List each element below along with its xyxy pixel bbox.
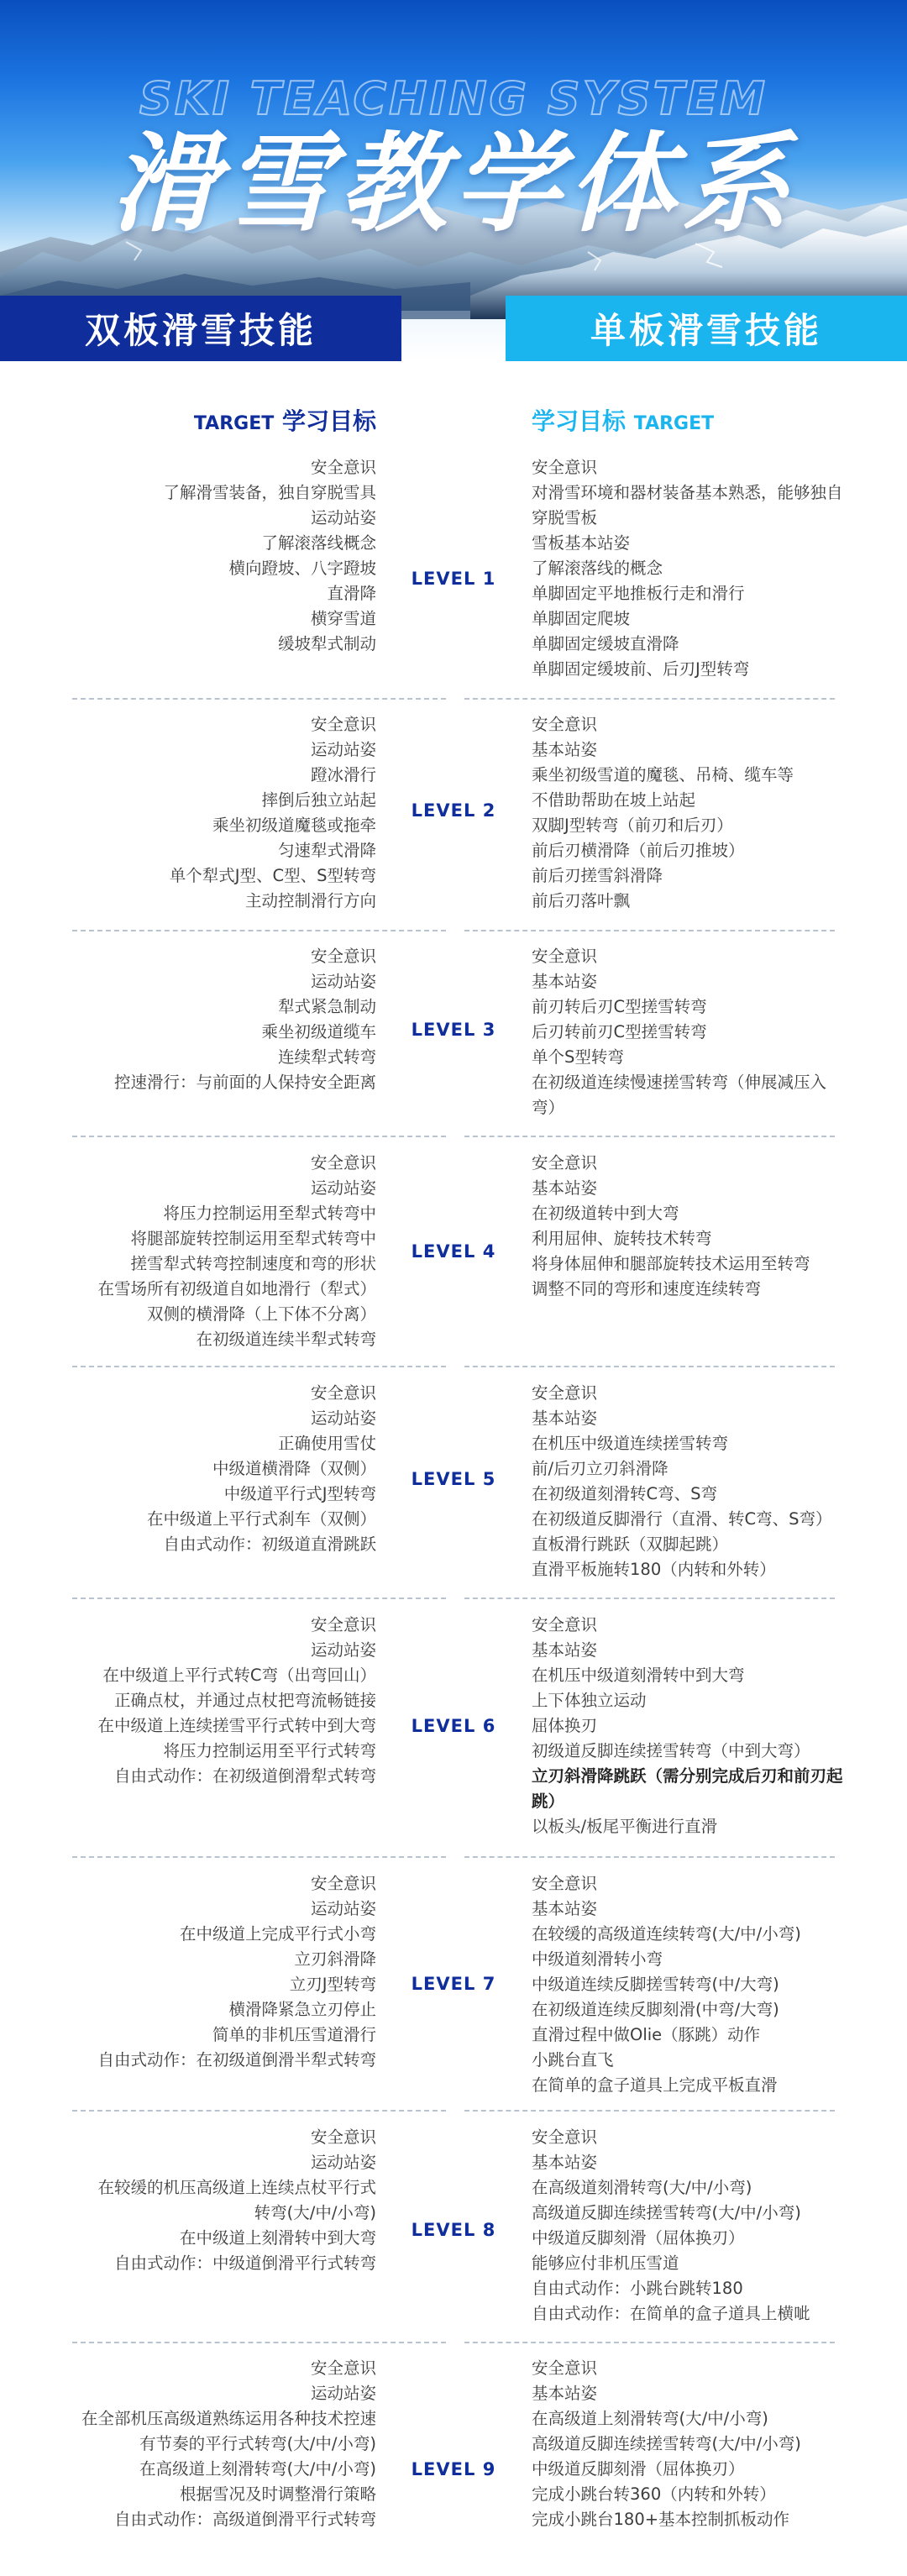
goal-item: 将压力控制运用至平行式转弯	[163, 1741, 376, 1760]
divider	[72, 1856, 446, 1858]
goal-item: 在简单的盒子道具上完成平板直滑	[532, 2075, 778, 2095]
goal-item: 自由式动作：中级道倒滑平行式转弯	[113, 2253, 376, 2273]
goal-item: 乘坐初级道缆车	[261, 1022, 376, 1041]
level-label: LEVEL 4	[411, 1241, 496, 1262]
divider	[464, 1366, 835, 1367]
double-header-cn: 学习目标	[281, 407, 376, 435]
goal-item: 安全意识	[310, 1383, 376, 1403]
double-board-goals	[81, 2356, 376, 2532]
goal-item: 在高级道上刻滑转弯(大/中/小弯)	[139, 2459, 376, 2479]
goal-item: 在高级道上刻滑转弯(大/中/小弯)	[532, 2409, 768, 2428]
goal-item: 安全意识	[310, 2358, 376, 2378]
goal-item: 搓雪犁式转弯控制速度和弯的形状	[130, 1254, 376, 1273]
double-board-goals	[163, 455, 376, 657]
single-board-goals	[532, 1613, 851, 1839]
goal-item: 高级道反脚连续搓雪转弯(大/中/小弯)	[532, 2434, 801, 2453]
goal-item: 运动站姿	[310, 972, 376, 991]
goal-item: 在中级道上连续搓雪平行式转中到大弯	[97, 1716, 376, 1735]
level-label: LEVEL 8	[411, 2220, 496, 2240]
goal-item: 在雪场所有初级道自如地滑行（犁式）	[97, 1279, 376, 1298]
divider	[72, 2342, 446, 2343]
goal-item: 立刃斜滑降	[294, 1949, 376, 1969]
goal-item: 基本站姿	[532, 1899, 598, 1918]
goal-item: 运动站姿	[310, 740, 376, 759]
goal-item: 在初级道连续半犁式转弯	[196, 1330, 376, 1349]
tab-double-board[interactable]: 双板滑雪技能	[0, 296, 401, 361]
level-label: LEVEL 1	[411, 569, 496, 589]
goal-item: 将身体屈伸和腿部旋转技术运用至转弯	[532, 1254, 810, 1273]
goal-item: 屈体换刃	[532, 1716, 598, 1735]
goal-item: 运动站姿	[310, 2384, 376, 2403]
goal-item: 在中级道上刻滑转中到大弯	[179, 2228, 376, 2248]
hero-banner	[0, 0, 907, 361]
goal-item: 安全意识	[310, 1153, 376, 1173]
goal-item: 单脚固定缓坡前、后刃J型转弯	[532, 659, 750, 679]
level-label: LEVEL 7	[411, 1974, 496, 1994]
level-label: LEVEL 6	[411, 1716, 496, 1736]
goal-item: 在机压中级道刻滑转中到大弯	[532, 1666, 745, 1685]
goal-item: 单个犁式J型、C型、S型转弯	[169, 866, 376, 885]
tab-single-board[interactable]: 单板滑雪技能	[506, 296, 907, 361]
double-board-goals	[97, 1151, 376, 1352]
goal-item: 直板滑行跳跃（双脚起跳）	[532, 1535, 729, 1554]
divider	[464, 2342, 835, 2343]
goal-item: 单脚固定缓坡直滑降	[532, 634, 679, 653]
goal-item: 基本站姿	[532, 740, 598, 759]
goal-item: 前后刃落叶飘	[532, 891, 631, 910]
goal-item: 在较缓的高级道连续转弯(大/中/小弯)	[532, 1924, 801, 1944]
goal-item: 中级道横滑降（双侧）	[212, 1459, 376, 1478]
goal-item: 在中级道上平行式刹车（双侧）	[146, 1509, 376, 1529]
goal-item: 根据雪况及时调整滑行策略	[179, 2484, 376, 2504]
goal-item: 在高级道刻滑转弯(大/中/小弯)	[532, 2178, 752, 2197]
goal-item: 运动站姿	[310, 508, 376, 527]
goal-item: 对滑雪环境和器材装备基本熟悉，能够独自穿脱雪板	[532, 483, 843, 527]
goal-item: 了解滑雪装备，独自穿脱雪具	[163, 483, 376, 502]
goal-item: 安全意识	[310, 947, 376, 966]
goal-item: 上下体独立运动	[532, 1691, 647, 1710]
goal-item: 利用屈伸、旋转技术转弯	[532, 1229, 712, 1248]
single-column-header	[532, 403, 714, 437]
goal-item: 安全意识	[310, 2127, 376, 2147]
goal-item: 安全意识	[532, 1153, 598, 1173]
goal-item: 单脚固定平地推板行走和滑行	[532, 584, 745, 603]
goal-item: 直滑降	[327, 584, 376, 603]
goal-item: 简单的非机压雪道滑行	[212, 2025, 376, 2044]
goal-item: 在较缓的机压高级道上连续点杖平行式转弯(大/中/小弯)	[97, 2178, 376, 2222]
goal-item: 安全意识	[532, 458, 598, 477]
goal-item: 中级道反脚刻滑（屈体换刃）	[532, 2459, 745, 2479]
goal-item: 在初级道刻滑转C弯、S弯	[532, 1484, 717, 1503]
goal-item: 运动站姿	[310, 1178, 376, 1198]
goal-item: 中级道反脚刻滑（屈体换刃）	[532, 2228, 745, 2248]
single-header-en: TARGET	[633, 413, 715, 434]
goal-item: 高级道反脚连续搓雪转弯(大/中/小弯)	[532, 2203, 801, 2222]
double-column-header	[194, 403, 376, 437]
goal-item: 在中级道上完成平行式小弯	[179, 1924, 376, 1944]
goal-item: 自由式动作：在初级道倒滑犁式转弯	[113, 1766, 376, 1786]
goal-item: 有节奏的平行式转弯(大/中/小弯)	[139, 2434, 376, 2453]
goal-item: 立刃斜滑降跳跃（需分别完成后刃和前刃起跳）	[532, 1766, 843, 1811]
single-board-goals	[532, 2125, 851, 2327]
goal-item: 前后刃搓雪斜滑降	[532, 866, 663, 885]
goal-item: 立刃J型转弯	[289, 1975, 376, 1994]
single-header-cn: 学习目标	[532, 407, 627, 435]
goal-item: 自由式动作：在简单的盒子道具上横呲	[532, 2304, 810, 2323]
goal-item: 单个S型转弯	[532, 1047, 624, 1067]
level-label: LEVEL 3	[411, 1020, 496, 1040]
single-board-goals	[532, 2356, 851, 2532]
divider	[72, 2110, 446, 2112]
goal-item: 基本站姿	[532, 2153, 598, 2172]
goal-item: 安全意识	[310, 1615, 376, 1634]
goal-item: 安全意识	[532, 1383, 598, 1403]
goal-item: 在机压中级道连续搓雪转弯	[532, 1434, 729, 1453]
divider	[464, 1598, 835, 1599]
divider	[464, 2110, 835, 2112]
goal-item: 双脚J型转弯（前刃和后刃）	[532, 816, 733, 835]
goal-item: 中级道连续反脚搓雪转弯(中/大弯)	[532, 1975, 779, 1994]
double-board-goals	[97, 1613, 376, 1789]
divider	[464, 1856, 835, 1858]
goal-item: 中级道刻滑转小弯	[532, 1949, 663, 1969]
goal-item: 前/后刃立刃斜滑降	[532, 1459, 668, 1478]
divider	[72, 1366, 446, 1367]
goal-item: 自由式动作：初级道直滑跳跃	[163, 1535, 376, 1554]
goal-item: 将压力控制运用至犁式转弯中	[163, 1204, 376, 1223]
single-board-goals	[532, 944, 851, 1120]
goal-item: 在初级道反脚滑行（直滑、转C弯、S弯）	[532, 1509, 832, 1529]
goal-item: 直滑过程中做Olie（豚跳）动作	[532, 2025, 761, 2044]
goal-item: 完成小跳台180+基本控制抓板动作	[532, 2510, 790, 2529]
goal-item: 以板头/板尾平衡进行直滑	[532, 1817, 718, 1836]
goal-item: 中级道平行式J型转弯	[223, 1484, 376, 1503]
goal-item: 基本站姿	[532, 1178, 598, 1198]
goal-item: 了解滚落线的概念	[532, 559, 663, 578]
goal-item: 将腿部旋转控制运用至犁式转弯中	[130, 1229, 376, 1248]
goal-item: 乘坐初级道魔毯或拖牵	[212, 816, 376, 835]
goal-item: 横穿雪道	[310, 609, 376, 628]
goal-item: 初级道反脚连续搓雪转弯（中到大弯）	[532, 1741, 810, 1760]
double-board-goals	[97, 1871, 376, 2073]
goal-item: 安全意识	[532, 2358, 598, 2378]
goal-item: 直滑平板施转180（内转和外转）	[532, 1560, 776, 1579]
goal-item: 不借助帮助在坡上站起	[532, 790, 696, 810]
goal-item: 运动站姿	[310, 1640, 376, 1660]
goal-item: 安全意识	[532, 947, 598, 966]
goal-item: 安全意识	[310, 1874, 376, 1893]
goal-item: 雪板基本站姿	[532, 533, 631, 553]
goal-item: 控速滑行：与前面的人保持安全距离	[113, 1073, 376, 1092]
single-board-goals	[532, 1381, 851, 1582]
goal-item: 自由式动作：小跳台跳转180	[532, 2279, 743, 2298]
goal-item: 主动控制滑行方向	[244, 891, 376, 910]
goal-item: 基本站姿	[532, 972, 598, 991]
divider	[464, 1136, 835, 1137]
goal-item: 缓坡犁式制动	[277, 634, 376, 653]
goal-item: 匀速犁式滑降	[277, 841, 376, 860]
divider	[464, 698, 835, 700]
goal-item: 前后刃横滑降（前后刃推坡）	[532, 841, 745, 860]
goal-item: 安全意识	[532, 1874, 598, 1893]
level-label: LEVEL 9	[411, 2459, 496, 2479]
goal-item: 犁式紧急制动	[277, 997, 376, 1016]
goal-item: 安全意识	[532, 715, 598, 734]
double-board-goals	[147, 1381, 376, 1557]
level-label: LEVEL 2	[411, 800, 496, 821]
double-board-goals	[87, 2125, 376, 2276]
goal-item: 能够应付非机压雪道	[532, 2253, 679, 2273]
goal-item: 横向蹬坡、八字蹬坡	[228, 559, 376, 578]
goal-item: 安全意识	[532, 2127, 598, 2147]
goal-item: 在初级道转中到大弯	[532, 1204, 679, 1223]
goal-item: 完成小跳台转360（内转和外转）	[532, 2484, 776, 2504]
goal-item: 在中级道上平行式转C弯（出弯回山）	[102, 1666, 376, 1685]
divider	[464, 930, 835, 931]
goal-item: 基本站姿	[532, 1409, 598, 1428]
goal-item: 正确使用雪仗	[277, 1434, 376, 1453]
goal-item: 摔倒后独立站起	[261, 790, 376, 810]
goal-item: 基本站姿	[532, 2384, 598, 2403]
divider	[72, 1598, 446, 1599]
hero-subtitle: SKI TEACHING SYSTEM	[139, 72, 768, 125]
goal-item: 前刃转后刃C型搓雪转弯	[532, 997, 707, 1016]
double-board-goals	[114, 944, 376, 1095]
goal-item: 了解滚落线概念	[261, 533, 376, 553]
goal-item: 在初级道连续反脚刻滑(中弯/大弯)	[532, 2000, 779, 2019]
goal-item: 自由式动作：在初级道倒滑半犁式转弯	[97, 2050, 376, 2070]
goal-item: 横滑降紧急立刃停止	[228, 2000, 376, 2019]
goal-item: 单脚固定爬坡	[532, 609, 631, 628]
goal-item: 安全意识	[532, 1615, 598, 1634]
goal-item: 运动站姿	[310, 1409, 376, 1428]
single-board-goals	[532, 712, 851, 914]
divider	[72, 698, 446, 700]
goal-item: 自由式动作：高级道倒滑平行式转弯	[113, 2510, 376, 2529]
single-board-goals	[532, 1871, 851, 2098]
double-header-en: TARGET	[193, 413, 275, 434]
goal-item: 连续犁式转弯	[277, 1047, 376, 1067]
goal-item: 基本站姿	[532, 1640, 598, 1660]
single-board-goals	[532, 455, 851, 682]
level-label: LEVEL 5	[411, 1469, 496, 1489]
goal-item: 双侧的横滑降（上下体不分离）	[146, 1304, 376, 1324]
goal-item: 安全意识	[310, 458, 376, 477]
goal-item: 运动站姿	[310, 2153, 376, 2172]
goal-item: 乘坐初级雪道的魔毯、吊椅、缆车等	[532, 765, 794, 784]
hero-title: 滑雪教学体系	[110, 122, 796, 247]
goal-item: 调整不同的弯形和速度连续转弯	[532, 1279, 762, 1298]
divider	[72, 1136, 446, 1137]
goal-item: 运动站姿	[310, 1899, 376, 1918]
double-board-goals	[170, 712, 376, 914]
goal-item: 正确点杖，并通过点杖把弯流畅链接	[113, 1691, 376, 1710]
goal-item: 在初级道连续慢速搓雪转弯（伸展减压入弯）	[532, 1073, 827, 1117]
goal-item: 小跳台直飞	[532, 2050, 614, 2070]
goal-item: 安全意识	[310, 715, 376, 734]
goal-item: 后刃转前刃C型搓雪转弯	[532, 1022, 707, 1041]
goal-item: 在全部机压高级道熟练运用各种技术控速	[81, 2409, 376, 2428]
divider	[72, 930, 446, 931]
single-board-goals	[532, 1151, 851, 1302]
goal-item: 蹬冰滑行	[310, 765, 376, 784]
